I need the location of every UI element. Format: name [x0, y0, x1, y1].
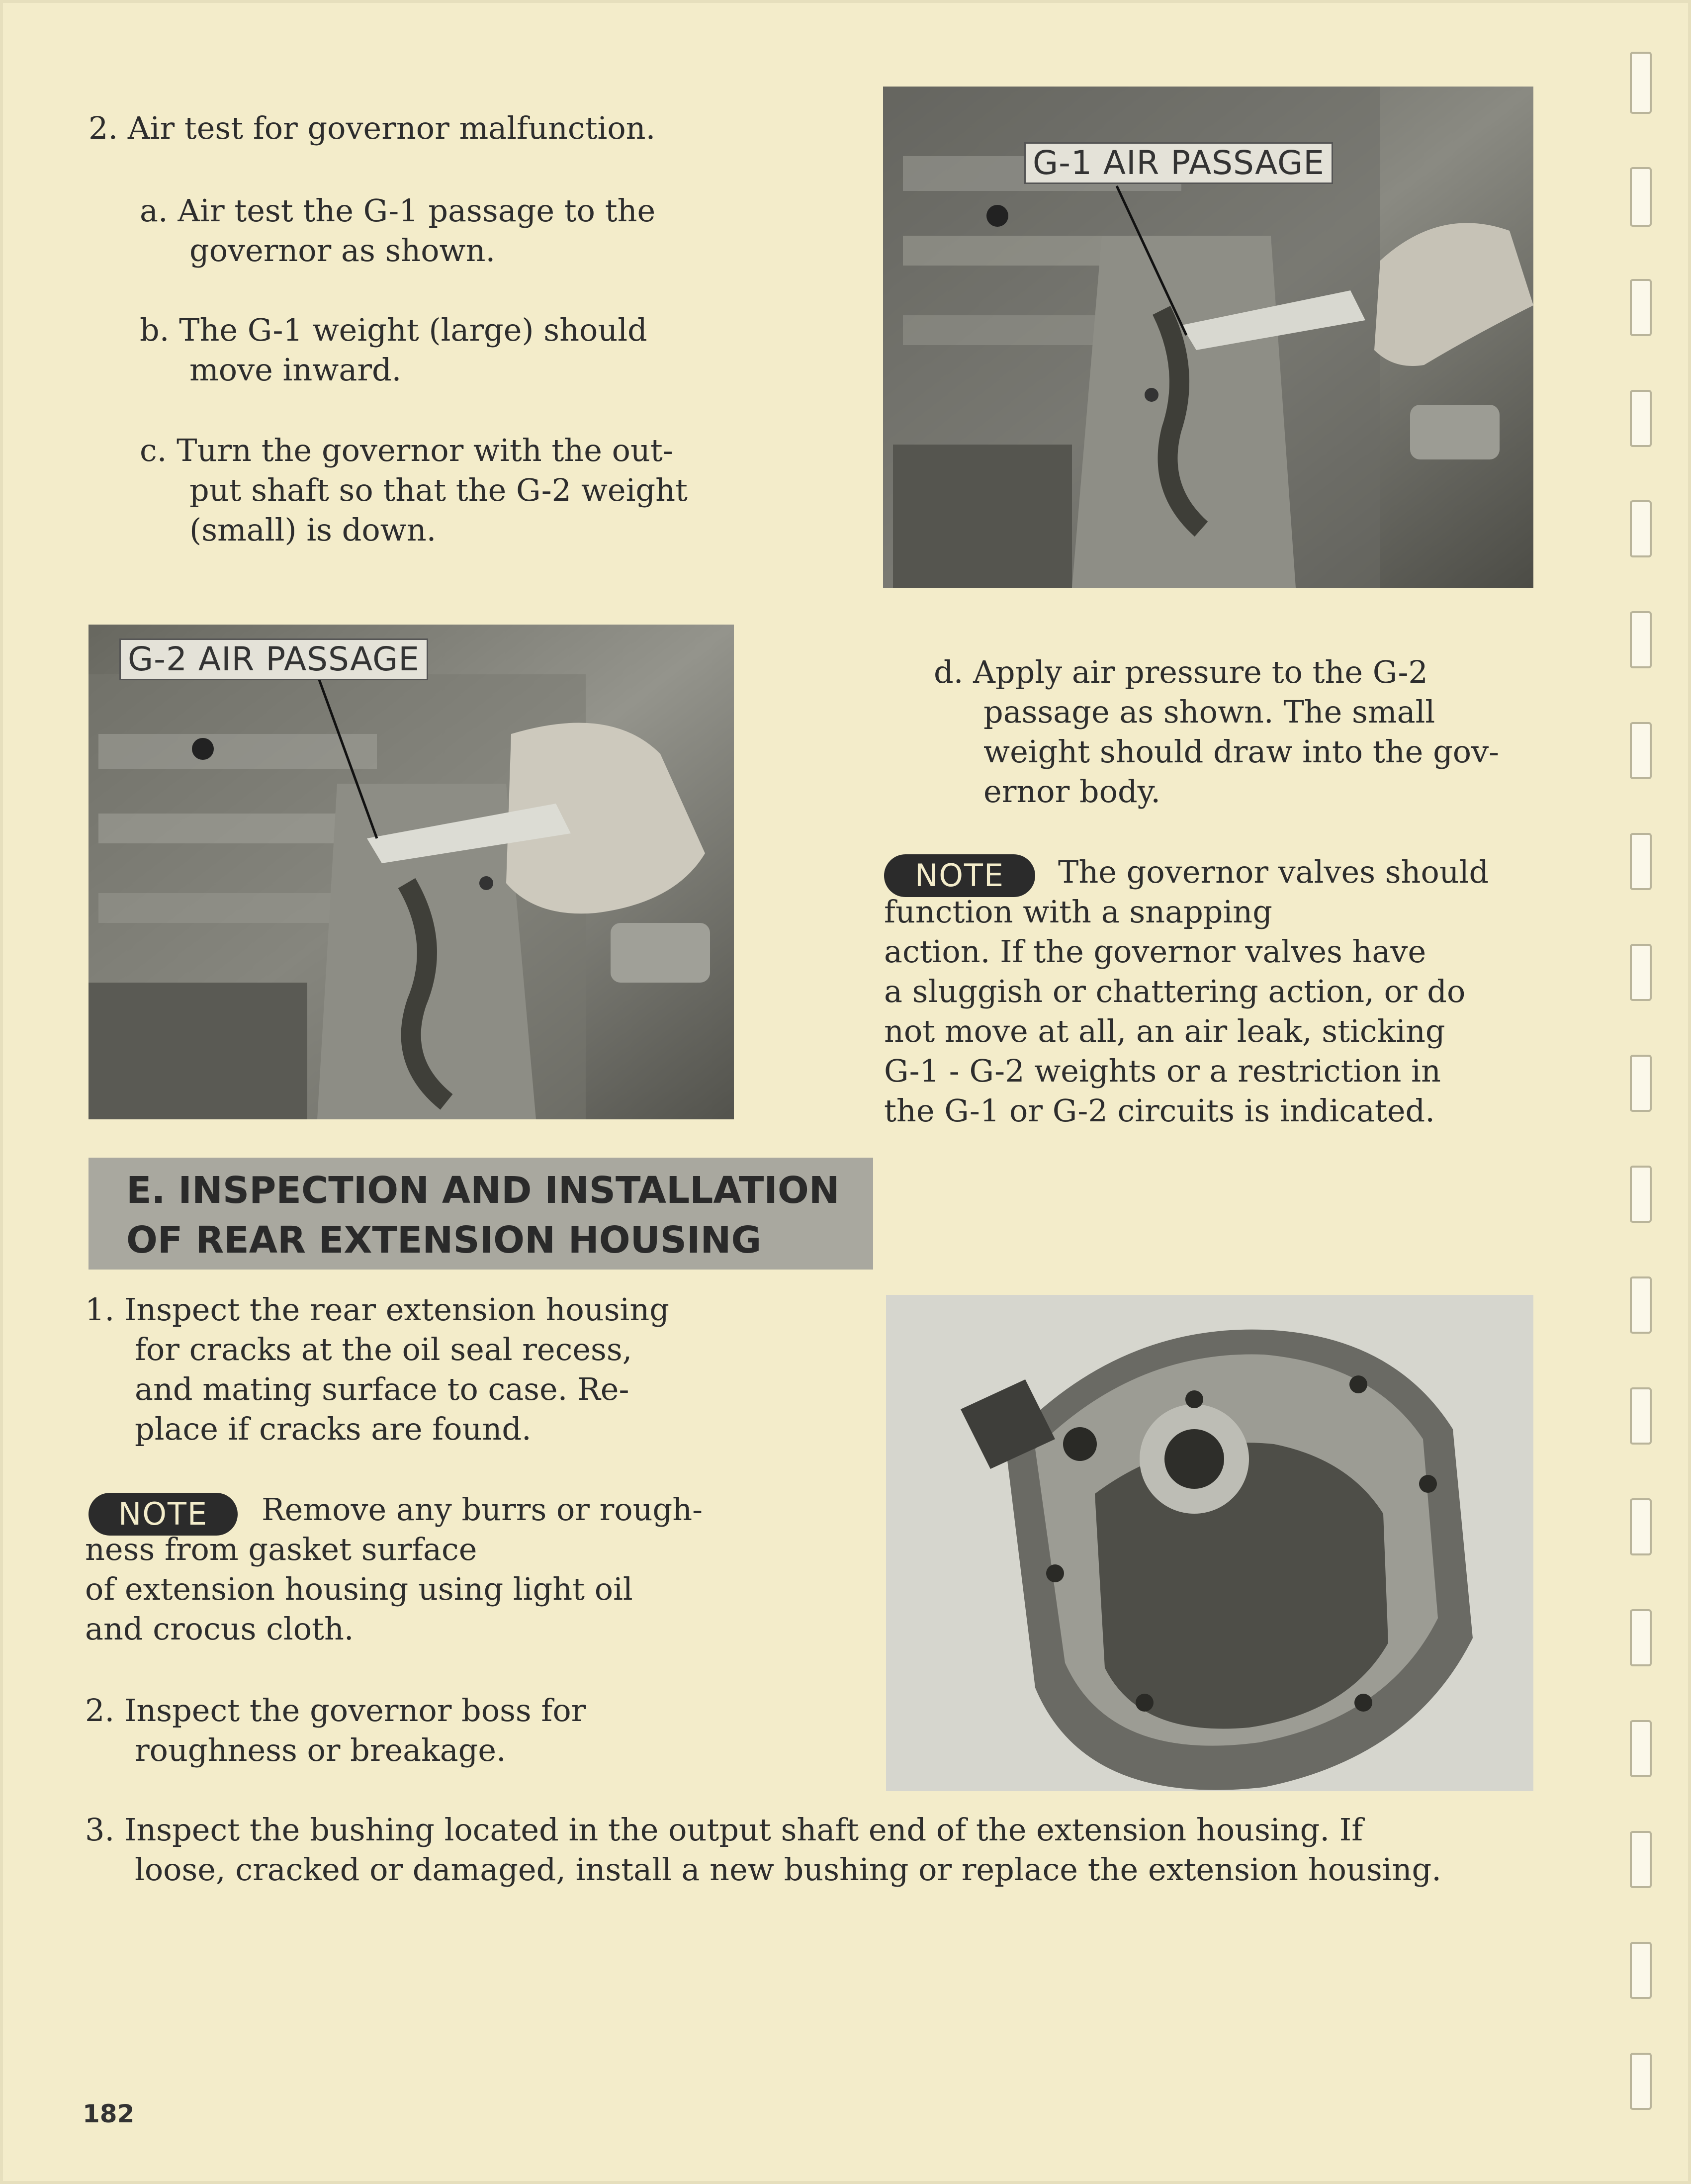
step-2b-text: b. The G-1 weight (large) should move inward. [140, 312, 647, 388]
binder-tab [1630, 2053, 1652, 2110]
section-e-item-2: 2. Inspect the governor boss for roughness or breakage. [85, 1692, 586, 1768]
step-2-heading: 2. Air test for governor malfunction. [89, 110, 656, 146]
g1-air-passage-photo [883, 87, 1533, 588]
g2-air-passage-photo [89, 625, 734, 1119]
binder-tab [1630, 1609, 1652, 1666]
note-governor-text: The governor valves should function with a snapping action. If the governor valves have a sluggish or chattering action, or do not move at all, an air leak, sticking G-1 - G-2 weights or a restriction in the G-1 or G-2 circuits is indicated. [884, 854, 1489, 1129]
g1-air-passage-label: G-1 AIR PASSAGE [1024, 142, 1333, 184]
binder-tab [1630, 1055, 1652, 1112]
note-badge-burrs: NOTE [89, 1493, 238, 1536]
g2-air-passage-label: G-2 AIR PASSAGE [119, 638, 428, 680]
note-badge-governor: NOTE [884, 854, 1035, 897]
binder-tab [1630, 1831, 1652, 1888]
binder-tab [1630, 1498, 1652, 1555]
binder-tab [1630, 1166, 1652, 1223]
binder-tab [1630, 722, 1652, 779]
binder-tab [1630, 611, 1652, 668]
binder-tab [1630, 1720, 1652, 1777]
extension-housing-photo [886, 1295, 1533, 1791]
step-2a-text: a. Air test the G-1 passage to the governor as shown. [140, 192, 656, 269]
binder-tab [1630, 390, 1652, 447]
step-2d-text: d. Apply air pressure to the G-2 passage as shown. The small weight should draw into the gov- ernor body. [934, 654, 1500, 810]
extension-housing-illustration [886, 1295, 1533, 1791]
binder-tab [1630, 833, 1652, 890]
binder-tab [1630, 279, 1652, 336]
page-number: 182 [83, 2099, 135, 2128]
section-e-item-3: 3. Inspect the bushing located in the output shaft end of the extension housing. If loose, cracked or damaged, install a new bushing or replace the extension housing. [85, 1812, 1441, 1888]
note-burrs-text: Remove any burrs or rough- ness from gasket surface of extension housing using light oil and crocus cloth. [85, 1491, 703, 1647]
binder-tab [1630, 1942, 1652, 1999]
binder-tab [1630, 1276, 1652, 1334]
binder-tab [1630, 1387, 1652, 1445]
binder-tab [1630, 500, 1652, 557]
binder-tab [1630, 52, 1652, 114]
binder-tab [1630, 167, 1652, 227]
g2-photo-illustration [89, 625, 734, 1119]
section-e-heading: E. INSPECTION AND INSTALLATION OF REAR EXTENSION HOUSING [89, 1158, 873, 1270]
binder-tab [1630, 944, 1652, 1001]
section-e-item-1: 1. Inspect the rear extension housing for cracks at the oil seal recess, and mating surface to case. Re- place if cracks are found. [85, 1291, 669, 1447]
step-2c-text: c. Turn the governor with the out- put shaft so that the G-2 weight (small) is down. [140, 432, 688, 548]
